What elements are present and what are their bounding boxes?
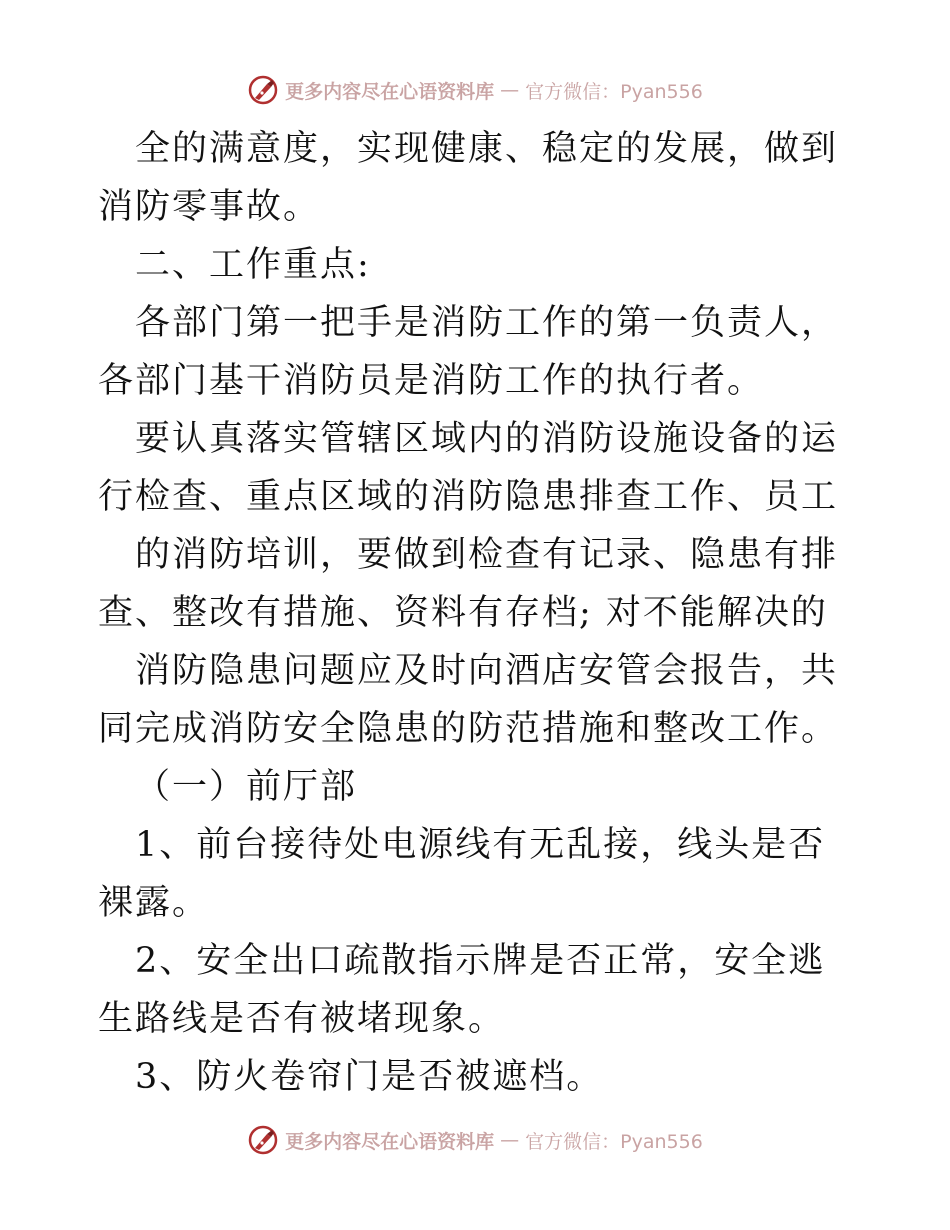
section-heading: 二、工作重点: [135,245,371,285]
watermark-label: 更多内容尽在心语资料库 [285,80,495,103]
pen-nib-logo-icon [247,74,279,106]
paragraph: 全的满意度，实现健康、稳定的发展，做到消防零事故。 [98,129,839,227]
list-item: 2、安全出口疏散指示牌是否正常，安全逃生路线是否有被堵现象。 [98,941,826,1039]
paragraph: 的消防培训，要做到检查有记录、隐患有排查、整改有措施、资料有存档; 对不能解决的 [98,535,839,633]
header-watermark [0,70,950,110]
pen-nib-logo-icon [247,1124,279,1156]
list-item: 3、防火卷帘门是否被遮档。 [135,1057,604,1097]
subsection-heading: （一）前厅部 [135,767,358,807]
watermark-label: 更多内容尽在心语资料库 [285,1130,495,1153]
footer-watermark [0,1120,950,1160]
watermark-separator: — [500,79,520,101]
document-body [98,120,858,1106]
paragraph: 各部门第一把手是消防工作的第一负责人，各部门基干消防员是消防工作的执行者。 [98,303,839,401]
paragraph: 要认真落实管辖区域内的消防设施设备的运行检查、重点区域的消防隐患排查工作、员工 [98,419,839,517]
watermark-contact: 官方微信：Pyan556 [525,80,703,103]
list-item: 1、前台接待处电源线有无乱接，线头是否裸露。 [98,825,826,923]
paragraph: 消防隐患问题应及时向酒店安管会报告，共同完成消防安全隐患的防范措施和整改工作。 [98,651,839,749]
watermark-separator: — [500,1129,520,1151]
watermark-contact: 官方微信：Pyan556 [525,1130,703,1153]
